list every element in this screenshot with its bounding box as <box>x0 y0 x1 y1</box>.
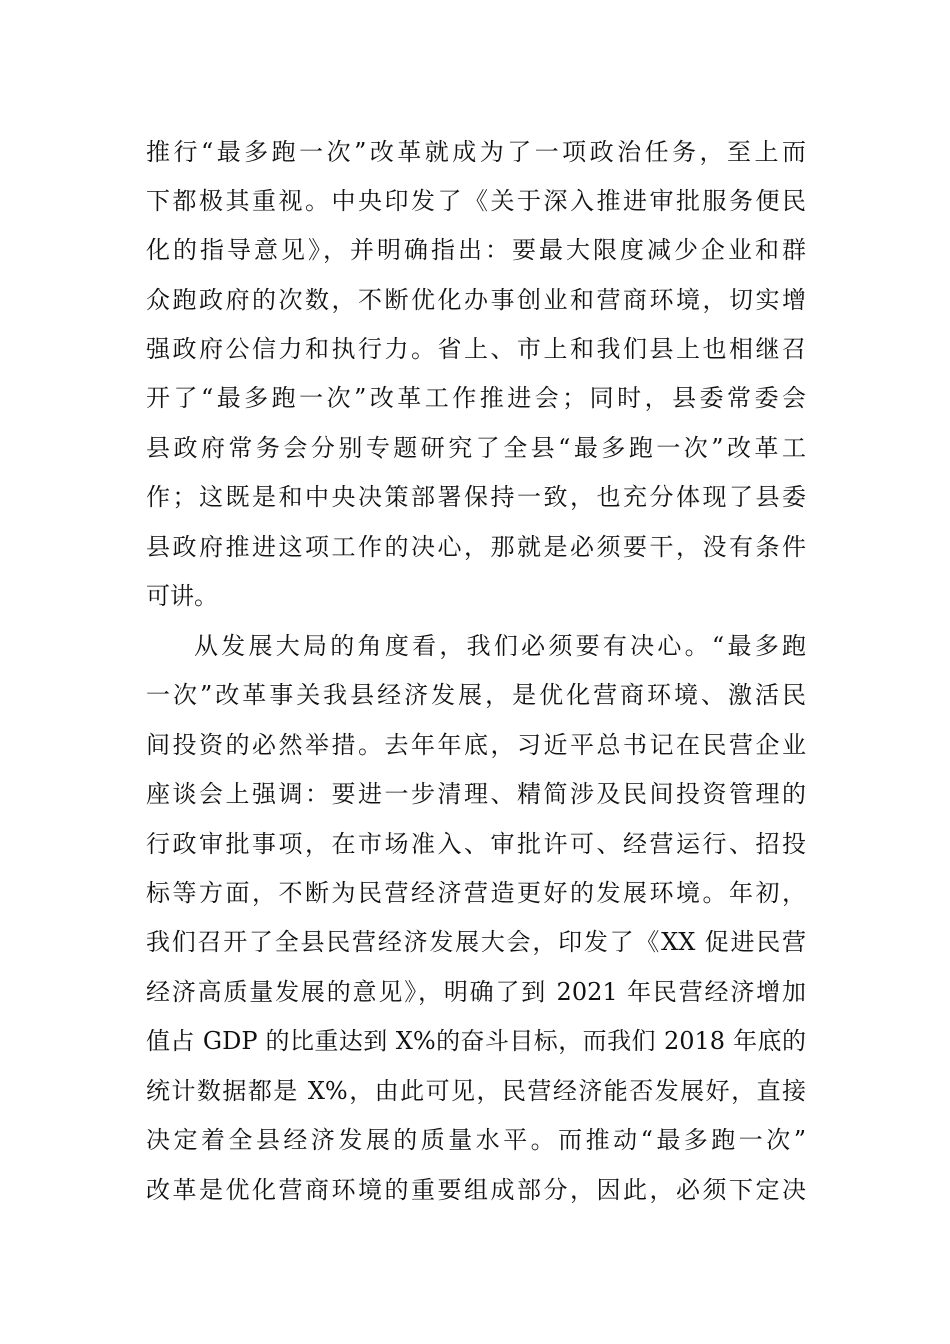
paragraph-2-line-5: 行政审批事项，在市场准入、审批许可、经营运行、招投 <box>146 830 806 858</box>
paragraph-2-line-10: 统计数据都是 X%，由此可见，民营经济能否发展好，直接 <box>146 1077 806 1105</box>
paragraph-1-line-6: 开了“最多跑一次”改革工作推进会；同时，县委常委会 <box>146 384 806 412</box>
paragraph-2-line-4: 座谈会上强调：要进一步清理、精简涉及民间投资管理的 <box>146 780 806 808</box>
paragraph-2-line-12: 改革是优化营商环境的重要组成部分，因此，必须下定决 <box>146 1176 806 1204</box>
paragraph-1-line-1: 推行“最多跑一次”改革就成为了一项政治任务，至上而 <box>146 138 806 166</box>
paragraph-2-line-8: 经济高质量发展的意见》，明确了到 2021 年民营经济增加 <box>146 978 806 1006</box>
paragraph-2-line-6: 标等方面，不断为民营经济营造更好的发展环境。年初， <box>146 879 806 907</box>
paragraph-1-line-5: 强政府公信力和执行力。省上、市上和我们县上也相继召 <box>146 335 806 363</box>
paragraph-2-line-7: 我们召开了全县民营经济发展大会，印发了《XX 促进民营 <box>146 928 806 956</box>
paragraph-2-line-9: 值占 GDP 的比重达到 X%的奋斗目标，而我们 2018 年底的 <box>146 1027 806 1055</box>
paragraph-2-line-2: 一次”改革事关我县经济发展，是优化营商环境、激活民 <box>146 681 806 709</box>
paragraph-1-line-7: 县政府常务会分别专题研究了全县“最多跑一次”改革工 <box>146 434 806 462</box>
paragraph-2-line-1: 从发展大局的角度看，我们必须要有决心。“最多跑 <box>194 632 806 660</box>
paragraph-1-line-3: 化的指导意见》，并明确指出：要最大限度减少企业和群 <box>146 236 806 264</box>
paragraph-1-line-2: 下都极其重视。中央印发了《关于深入推进审批服务便民 <box>146 187 806 215</box>
paragraph-1-line-9: 县政府推进这项工作的决心，那就是必须要干，没有条件 <box>146 533 806 561</box>
paragraph-1-line-8: 作；这既是和中央决策部署保持一致，也充分体现了县委 <box>146 483 806 511</box>
paragraph-1-line-4: 众跑政府的次数，不断优化办事创业和营商环境，切实增 <box>146 286 806 314</box>
paragraph-2-line-3: 间投资的必然举措。去年年底，习近平总书记在民营企业 <box>146 731 806 759</box>
paragraph-1-line-10: 可讲。 <box>146 582 218 610</box>
paragraph-2-line-11: 决定着全县经济发展的质量水平。而推动“最多跑一次” <box>146 1126 806 1154</box>
